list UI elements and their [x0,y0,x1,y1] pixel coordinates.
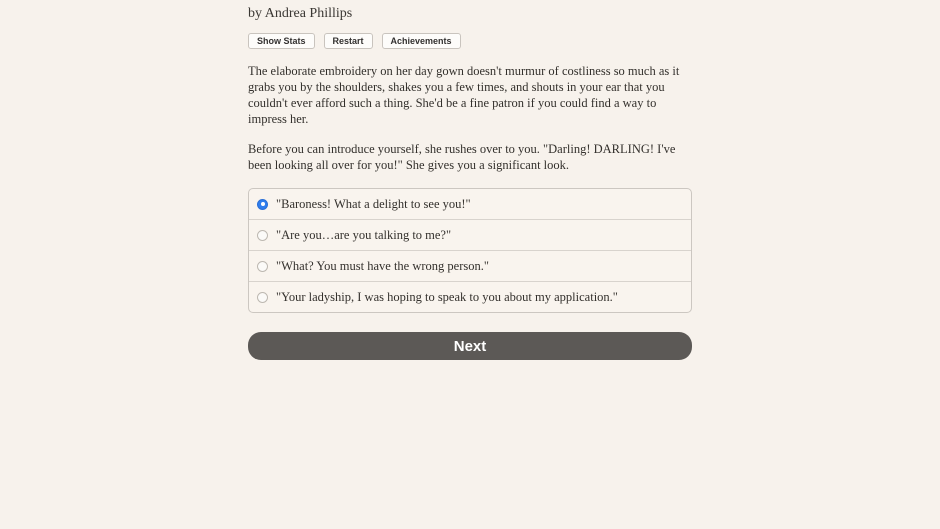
restart-button[interactable]: Restart [324,33,373,49]
story-text [248,63,692,173]
choice-option[interactable] [249,189,691,220]
story-paragraph: Before you can introduce yourself, she rushes over to you. "Darling! DARLING! I've been looking all over for you!" She gives you a significant look. [248,142,676,172]
show-stats-button[interactable]: Show Stats [248,33,315,49]
radio-icon[interactable] [257,199,268,210]
story-column [248,0,692,360]
radio-icon[interactable] [257,261,268,272]
choice-list [248,188,692,313]
achievements-button[interactable]: Achievements [382,33,461,49]
choice-option-label: "Baroness! What a delight to see you!" [276,197,471,211]
next-button[interactable]: Next [248,332,692,360]
toolbar [248,33,692,49]
choice-option[interactable] [249,282,691,312]
choice-option-label: "What? You must have the wrong person." [276,259,489,273]
radio-icon[interactable] [257,292,268,303]
choice-option[interactable] [249,251,691,282]
choice-option-label: "Are you…are you talking to me?" [276,228,452,242]
story-paragraph: The elaborate embroidery on her day gown doesn't murmur of costliness so much as it grabs you by the shoulders, shakes you a few times, and shouts in your ear that you couldn't ever afford such a thing. She'd be a fine patron if you could find a way to impress her. [248,64,680,126]
byline: by Andrea Phillips [248,6,353,21]
choice-option[interactable] [249,220,691,251]
radio-icon[interactable] [257,230,268,241]
choice-option-label: "Your ladyship, I was hoping to speak to you about my application." [276,290,618,304]
